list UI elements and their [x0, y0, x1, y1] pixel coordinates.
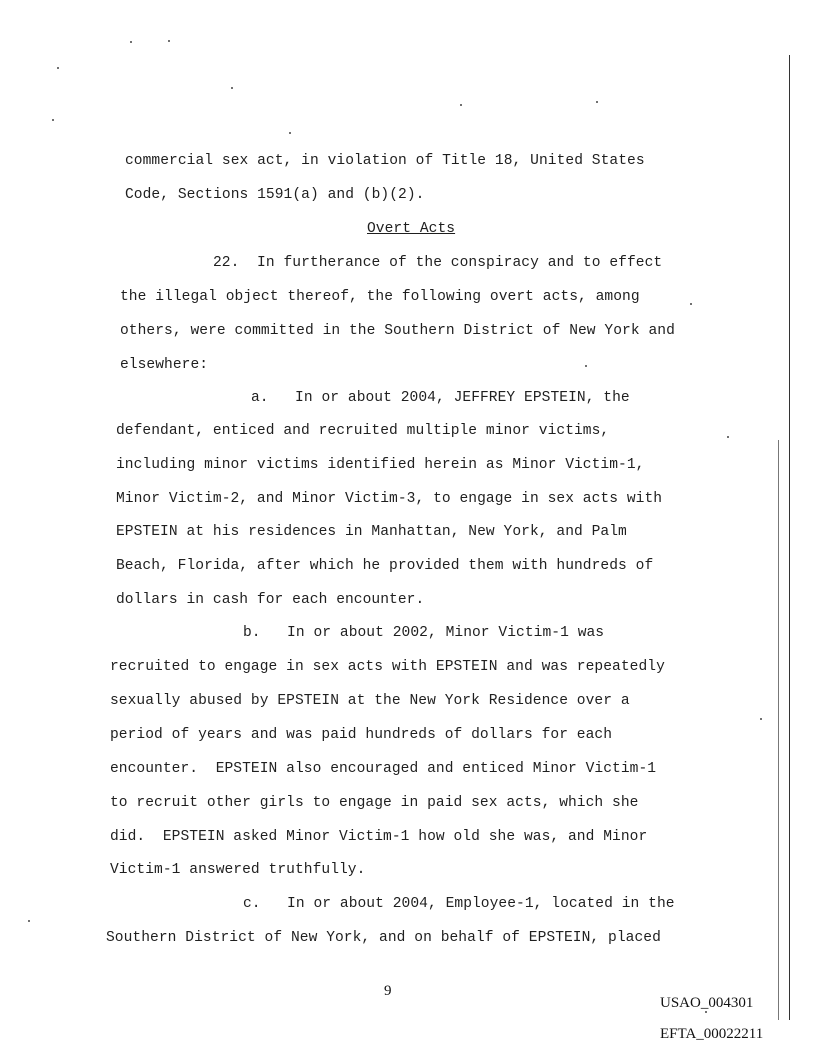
item-a-line: a. In or about 2004, JEFFREY EPSTEIN, the	[251, 390, 630, 406]
scan-speck	[727, 436, 729, 438]
item-b-line: encounter. EPSTEIN also encouraged and enticed Minor Victim-1	[110, 761, 657, 777]
item-a-line: dollars in cash for each encounter.	[116, 592, 425, 608]
scan-speck	[168, 40, 170, 42]
section-heading: Overt Acts	[367, 221, 456, 237]
paragraph-22-line: elsewhere:	[120, 357, 209, 373]
paragraph-22-line: the illegal object thereof, the following overt acts, among	[120, 289, 640, 305]
scan-speck	[596, 101, 598, 103]
scan-speck	[289, 132, 291, 134]
scan-speck	[52, 119, 54, 121]
item-a-line: Minor Victim-2, and Minor Victim-3, to engage in sex acts with	[116, 491, 663, 507]
scan-speck	[57, 67, 59, 69]
scan-speck	[231, 87, 233, 89]
item-b-line: sexually abused by EPSTEIN at the New York Residence over a	[110, 693, 630, 709]
text-line: commercial sex act, in violation of Title 18, United States	[125, 153, 645, 169]
scan-speck	[760, 718, 762, 720]
text-line: Code, Sections 1591(a) and (b)(2).	[125, 187, 425, 203]
scan-speck	[460, 104, 462, 106]
item-a-line: EPSTEIN at his residences in Manhattan, New York, and Palm	[116, 524, 627, 540]
paragraph-22-line: others, were committed in the Southern District of New York and	[120, 323, 675, 339]
scan-speck	[130, 41, 132, 43]
item-b-line: period of years and was paid hundreds of dollars for each	[110, 727, 613, 743]
item-a-line: defendant, enticed and recruited multiple minor victims,	[116, 423, 610, 439]
item-b-line: Victim-1 answered truthfully.	[110, 862, 366, 878]
item-a-line: Beach, Florida, after which he provided them with hundreds of	[116, 558, 654, 574]
item-a-line: including minor victims identified herein as Minor Victim-1,	[116, 457, 645, 473]
scan-speck	[690, 303, 692, 305]
item-b-line: recruited to engage in sex acts with EPSTEIN and was repeatedly	[110, 659, 665, 675]
margin-rule	[778, 440, 779, 1020]
item-b-line: b. In or about 2002, Minor Victim-1 was	[243, 625, 605, 641]
item-b-line: did. EPSTEIN asked Minor Victim-1 how old she was, and Minor	[110, 829, 648, 845]
paragraph-22-line: 22. In furtherance of the conspiracy and to effect	[213, 255, 663, 271]
efta-number: EFTA_00022211	[660, 1026, 764, 1042]
item-c-line: Southern District of New York, and on behalf of EPSTEIN, placed	[106, 930, 661, 946]
item-c-line: c. In or about 2004, Employee-1, located in the	[243, 896, 675, 912]
scan-speck	[28, 920, 30, 922]
item-b-line: to recruit other girls to engage in paid sex acts, which she	[110, 795, 639, 811]
margin-rule	[789, 55, 790, 1020]
bates-number: USAO_004301	[660, 995, 754, 1011]
scan-speck	[585, 365, 587, 367]
page-number: 9	[384, 983, 392, 999]
